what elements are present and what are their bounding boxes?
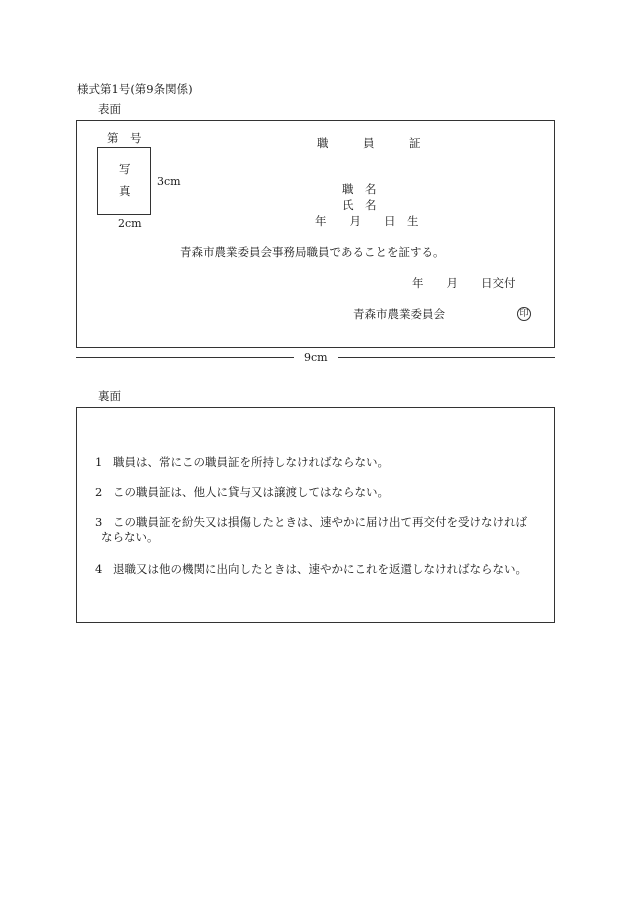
dimension-line-right [338,357,555,358]
rule-text: この職員証は、他人に貸与又は譲渡してはならない。 [113,485,389,499]
photo-box [97,147,151,215]
front-label: 表面 [98,102,121,116]
dimension-line-left [76,357,294,358]
certification-text: 青森市農業委員会事務局職員であることを証する。 [180,245,445,259]
photo-height-dim: 3cm [157,175,181,188]
name-label: 氏 名 [342,198,377,212]
birthdate-label: 年 月 日 生 [315,214,419,228]
rule-number: 1 [95,455,103,469]
rule-number: 4 [95,562,103,576]
rule-number: 3 [95,515,103,529]
photo-label-2: 真 [119,184,131,198]
form-title: 様式第1号(第9条関係) [77,82,193,96]
position-label: 職 名 [342,182,377,196]
photo-label-1: 写 [119,162,131,176]
rule-number: 2 [95,485,103,499]
seal-icon: 印 [517,307,531,321]
issuer-name: 青森市農業委員会 [353,307,445,321]
rule-text-continuation: ならない。 [101,530,159,544]
card-title: 職 員 証 [317,136,421,150]
number-label: 第 号 [107,131,142,145]
rule-text: 職員は、常にこの職員証を所持しなければならない。 [113,455,389,469]
photo-width-dim: 2cm [118,217,142,230]
card-width-dim: 9cm [304,351,328,364]
rule-text: 退職又は他の機関に出向したときは、速やかにこれを返還しなければならない。 [113,562,527,576]
back-label: 裏面 [98,389,121,403]
issue-date: 年 月 日交付 [412,276,516,290]
rule-text: この職員証を紛失又は損傷したときは、速やかに届け出て再交付を受けなければ [113,515,527,529]
